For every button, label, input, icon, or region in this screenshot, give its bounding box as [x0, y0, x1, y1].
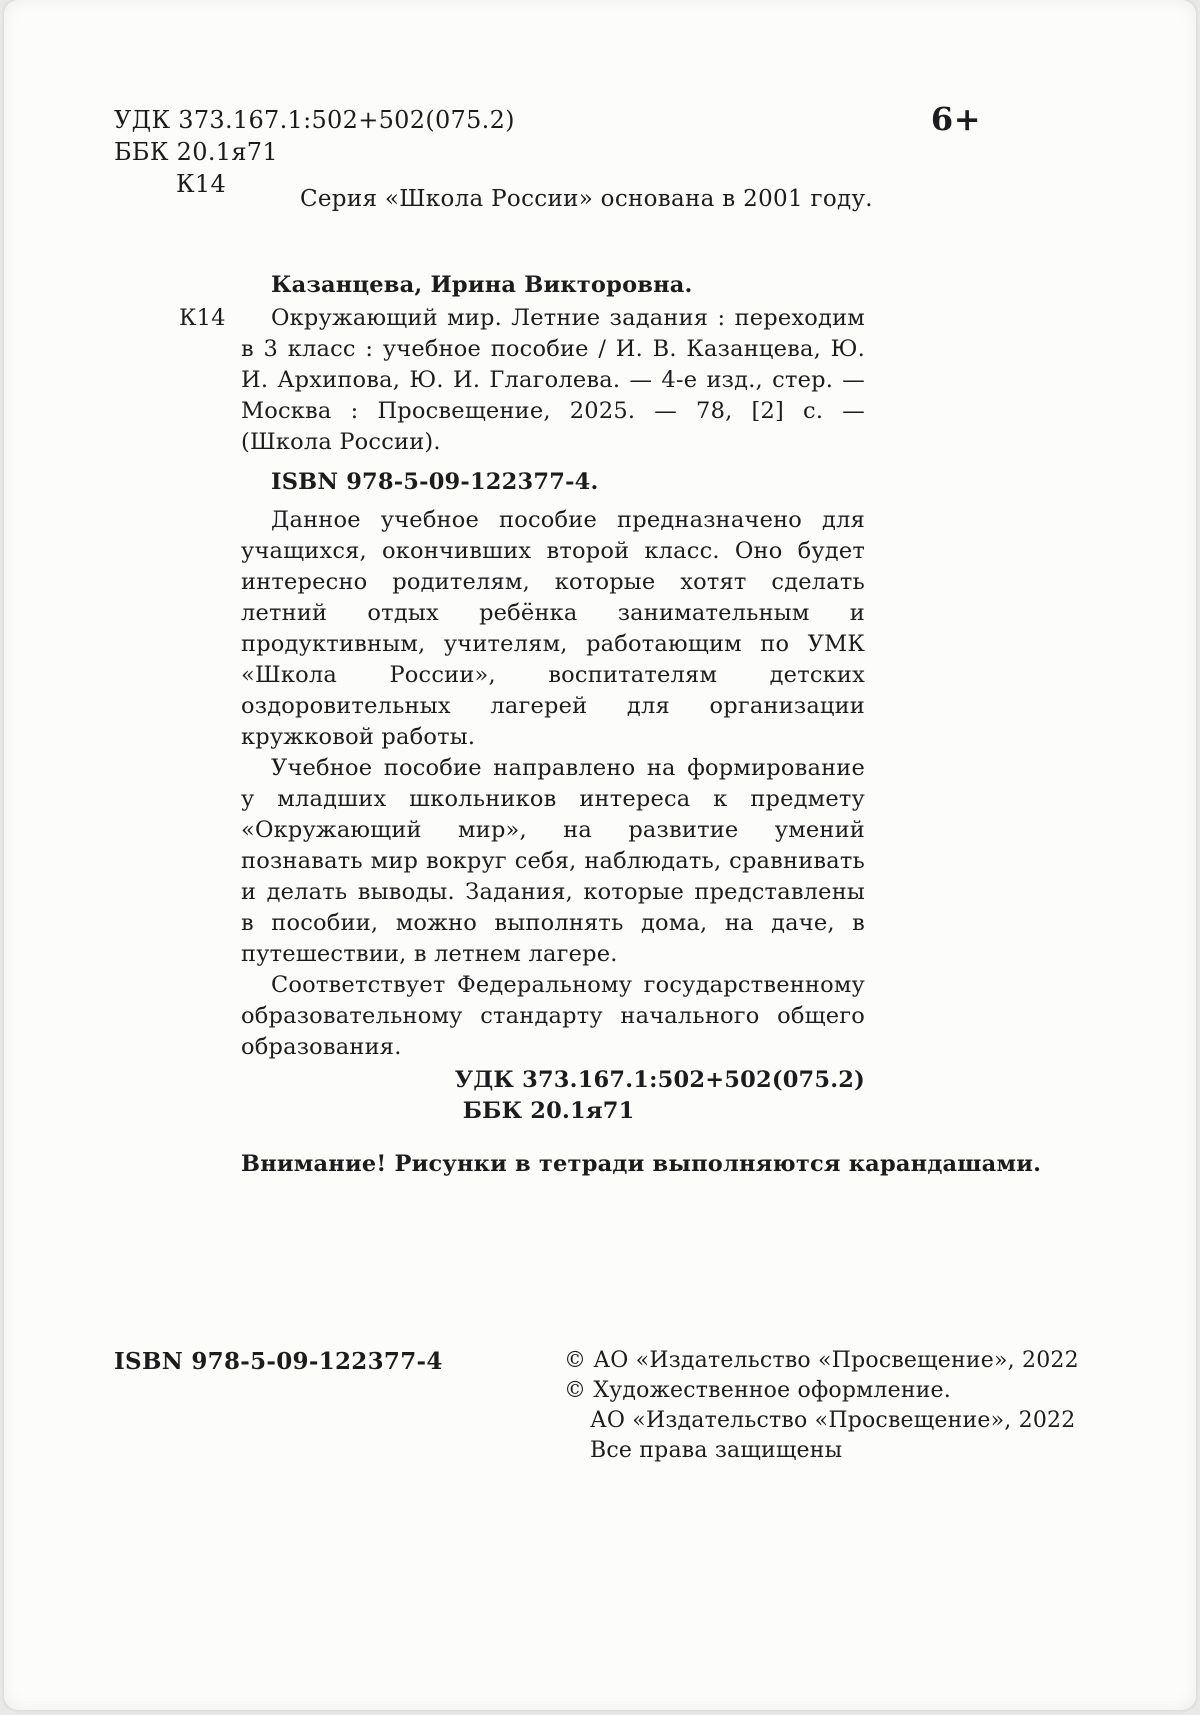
age-rating-badge: 6+	[930, 100, 981, 138]
catalog-annotation-column	[179, 270, 1042, 1180]
bibliographic-record: Окружающий мир. Летние задания : переходим в 3 класс : учебное пособие / И. В. Казанцева, Ю. И. Архипова, Ю. И. Глаголева. — 4-е изд., стер. — Москва : Просвещение, 2025. — 78, [2] с. — (Школа России).	[241, 305, 865, 455]
isbn-catalog-line: ISBN 978-5-09-122377-4.	[271, 469, 599, 495]
author-sign-code: К14	[176, 170, 227, 198]
annotation-paragraph-1: Данное учебное пособие предназначено для учащихся, окончивших второй класс. Оно будет интересно родителям, которые хотят сделать летний отдых ребёнка занимательным и продуктивным, учителям, работающим по УМК «Школа России», воспитателям детских оздоровительных лагерей для организации кружковой работы.	[241, 507, 865, 750]
bibliographic-record-block	[179, 303, 865, 458]
copyright-line-publisher-2: АО «Издательство «Просвещение», 2022	[590, 1408, 1076, 1433]
copyright-block	[564, 1346, 1079, 1466]
series-note: Серия «Школа России» основана в 2001 году.	[300, 186, 873, 212]
bottom-isbn: ISBN 978-5-09-122377-4	[114, 1348, 443, 1375]
footer-udk-code: УДК 373.167.1:502+502(075.2)	[454, 1067, 865, 1093]
bbk-code: ББК 20.1я71	[114, 138, 278, 166]
annotation-paragraph-3: Соответствует Федеральному государственному образовательному стандарту начального общего образования.	[241, 972, 865, 1060]
author-heading: Казанцева, Ирина Викторовна.	[271, 272, 693, 298]
copyright-line-rights: Все права защищены	[590, 1438, 843, 1463]
pencil-warning-note: Внимание! Рисунки в тетради выполняются карандашами.	[241, 1151, 1042, 1177]
footer-classification-codes	[241, 1065, 865, 1127]
udk-code: УДК 373.167.1:502+502(075.2)	[114, 106, 515, 134]
copyright-line-artwork: © Художественное оформление.	[564, 1378, 951, 1403]
margin-author-sign: К14	[179, 305, 226, 331]
footer-bbk-code: ББК 20.1я71	[462, 1098, 635, 1124]
book-imprint-page	[4, 0, 1196, 1710]
annotation-paragraph-2: Учебное пособие направлено на формирование у младших школьников интереса к предмету «Окружающий мир», на развитие умений познавать мир вокруг себя, наблюдать, сравнивать и делать выводы. Задания, которые представлены в пособии, можно выполнять дома, на даче, в путешествии, в летнем лагере.	[241, 755, 865, 967]
copyright-line-publisher: © АО «Издательство «Просвещение», 2022	[564, 1348, 1079, 1373]
